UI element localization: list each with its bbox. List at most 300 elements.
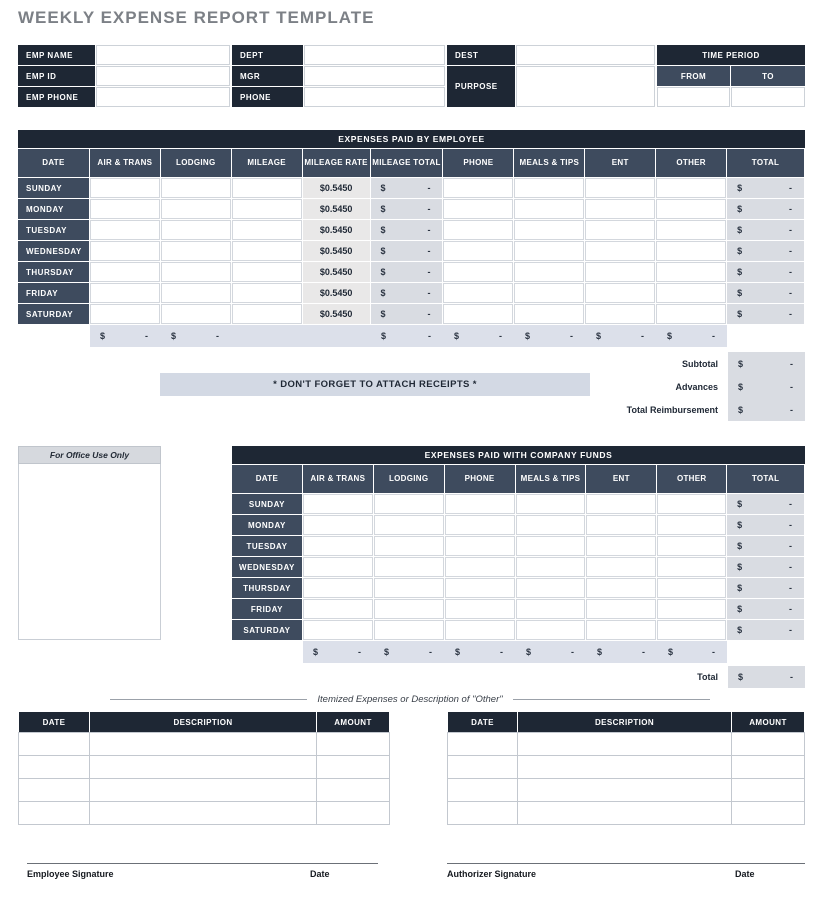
co-day-monday: MONDAY (232, 515, 302, 535)
co-col-ent: ENT (586, 465, 656, 493)
currency-symbol: $ (380, 183, 386, 193)
co-sunday-meals-tips[interactable] (516, 494, 586, 514)
item-left-row1-date[interactable] (19, 733, 89, 755)
empty-amount: - (788, 183, 792, 193)
emp-sunday-lodging[interactable] (161, 178, 231, 198)
empty-amount: - (427, 267, 431, 277)
emp-monday-meals-tips[interactable] (514, 199, 584, 219)
time-period-title: TIME PERIOD (657, 45, 805, 65)
currency-symbol: $ (171, 331, 177, 341)
empty-amount: - (642, 647, 645, 657)
emp-saturday-mileage-rate[interactable]: $0.5450 (303, 304, 370, 324)
co-wednesday-total (727, 557, 804, 577)
currency-symbol: $ (738, 672, 744, 682)
currency-symbol: $ (597, 647, 603, 657)
currency-symbol: $ (380, 309, 386, 319)
employee-table-body (18, 178, 805, 324)
currency-symbol: $ (381, 331, 387, 341)
co-day-wednesday: WEDNESDAY (232, 557, 302, 577)
co-saturday-other[interactable] (657, 620, 726, 640)
co-row-sunday (232, 494, 805, 514)
emp-tuesday-mileage-rate[interactable]: $0.5450 (303, 220, 370, 240)
co-sunday-air-trans[interactable] (303, 494, 373, 514)
employee-date-label: Date (310, 869, 330, 879)
currency-symbol: $ (737, 583, 743, 593)
co-wednesday-ent[interactable] (586, 557, 656, 577)
empty-amount: - (788, 267, 792, 277)
emp-day-friday: FRIDAY (18, 283, 89, 303)
co-saturday-ent[interactable] (586, 620, 656, 640)
emp-name-label: EMP NAME (18, 45, 95, 65)
emp-monday-phone[interactable] (443, 199, 513, 219)
company-table-totals-row (232, 641, 805, 663)
empty-amount: - (788, 225, 792, 235)
co-col-meals-tips: MEALS & TIPS (516, 465, 586, 493)
item-left-row3-amount[interactable] (317, 779, 389, 801)
emp-wednesday-phone[interactable] (443, 241, 513, 261)
item-right-row3-date[interactable] (448, 779, 517, 801)
emp-row-sunday (18, 178, 805, 198)
co-totals-lodging (374, 641, 444, 663)
item-right-row2-date[interactable] (448, 756, 517, 778)
emp-thursday-meals-tips[interactable] (514, 262, 584, 282)
co-col-phone: PHONE (445, 465, 515, 493)
emp-monday-mileage-rate[interactable]: $0.5450 (303, 199, 370, 219)
co-friday-total (727, 599, 804, 619)
empty-amount: - (427, 309, 431, 319)
emp-monday-air-trans[interactable] (90, 199, 160, 219)
emp-monday-mileage[interactable] (232, 199, 302, 219)
emp-friday-mileage-rate[interactable]: $0.5450 (303, 283, 370, 303)
emp-tuesday-lodging[interactable] (161, 220, 231, 240)
emp-wednesday-ent[interactable] (585, 241, 655, 261)
emp-row-wednesday (18, 241, 805, 261)
time-period-section (657, 45, 805, 108)
purpose-input[interactable] (516, 66, 655, 107)
authorizer-signature-block (447, 863, 805, 883)
emp-totals-air-trans (90, 325, 160, 347)
empty-amount: - (500, 647, 503, 657)
co-sunday-ent[interactable] (586, 494, 656, 514)
empty-amount: - (216, 331, 219, 341)
currency-symbol: $ (380, 246, 386, 256)
company-table-banner: EXPENSES PAID WITH COMPANY FUNDS (232, 446, 805, 464)
empty-amount: - (788, 562, 792, 572)
emp-friday-phone[interactable] (443, 283, 513, 303)
co-tuesday-other[interactable] (657, 536, 726, 556)
emp-tuesday-mileage[interactable] (232, 220, 302, 240)
empty-amount: - (429, 647, 432, 657)
item-right-col-date: DATE (448, 712, 517, 732)
emp-wednesday-meals-tips[interactable] (514, 241, 584, 261)
emp-saturday-meals-tips[interactable] (514, 304, 584, 324)
currency-symbol: $ (737, 204, 743, 214)
co-row-friday (232, 599, 805, 619)
item-left-row4-date[interactable] (19, 802, 89, 824)
co-thursday-other[interactable] (657, 578, 726, 598)
emp-tuesday-meals-tips[interactable] (514, 220, 584, 240)
itemized-table-right (447, 712, 805, 825)
emp-sunday-total (727, 178, 804, 198)
office-use-label: For Office Use Only (18, 446, 161, 464)
emp-wednesday-lodging[interactable] (161, 241, 231, 261)
emp-col-other: OTHER (656, 149, 726, 177)
currency-symbol: $ (100, 331, 106, 341)
item-right-row1-amount[interactable] (732, 733, 804, 755)
co-tuesday-meals-tips[interactable] (516, 536, 586, 556)
item-right-row3-amount[interactable] (732, 779, 804, 801)
emp-monday-other[interactable] (656, 199, 726, 219)
currency-symbol: $ (380, 288, 386, 298)
currency-symbol: $ (596, 331, 602, 341)
co-sunday-total (727, 494, 804, 514)
department-info-group (232, 45, 445, 108)
item-left-col-amount: AMOUNT (317, 712, 389, 732)
co-col-date: DATE (232, 465, 302, 493)
item-right-row4-amount[interactable] (732, 802, 804, 824)
trip-info-group (447, 45, 655, 108)
emp-saturday-total (727, 304, 804, 324)
emp-tuesday-air-trans[interactable] (90, 220, 160, 240)
co-sunday-lodging[interactable] (374, 494, 444, 514)
employee-signature-block (27, 863, 378, 883)
emp-col-mileage: MILEAGE (232, 149, 302, 177)
office-use-box (18, 446, 161, 640)
empty-amount: - (788, 288, 792, 298)
co-saturday-phone[interactable] (445, 620, 515, 640)
emp-monday-lodging[interactable] (161, 199, 231, 219)
co-totals-phone (445, 641, 515, 663)
emp-thursday-mileage-rate[interactable]: $0.5450 (303, 262, 370, 282)
co-friday-air-trans[interactable] (303, 599, 373, 619)
empty-amount: - (427, 204, 431, 214)
emp-friday-ent[interactable] (585, 283, 655, 303)
summary-value-advances (728, 375, 805, 398)
co-friday-lodging[interactable] (374, 599, 444, 619)
emp-row-saturday (18, 304, 805, 324)
dest-input[interactable] (516, 45, 655, 65)
summary-label-subtotal: Subtotal (682, 358, 718, 369)
emp-friday-other[interactable] (656, 283, 726, 303)
empty-amount: - (788, 246, 792, 256)
dept-input[interactable] (304, 45, 445, 65)
co-day-saturday: SATURDAY (232, 620, 302, 640)
co-thursday-phone[interactable] (445, 578, 515, 598)
to-input[interactable] (731, 87, 805, 107)
empty-amount: - (790, 404, 793, 415)
emp-phone-input[interactable] (96, 87, 230, 107)
employee-expenses-table (18, 130, 805, 347)
itemized-right-header-row (447, 712, 805, 732)
co-tuesday-air-trans[interactable] (303, 536, 373, 556)
itemized-left-header-row (18, 712, 390, 732)
co-totals-ent (587, 641, 657, 663)
emp-friday-lodging[interactable] (161, 283, 231, 303)
itemized-separator-label: Itemized Expenses or Description of "Other" (317, 694, 503, 705)
co-monday-other[interactable] (657, 515, 726, 535)
emp-saturday-air-trans[interactable] (90, 304, 160, 324)
co-wednesday-air-trans[interactable] (303, 557, 373, 577)
empty-amount: - (712, 331, 715, 341)
emp-friday-air-trans[interactable] (90, 283, 160, 303)
currency-symbol: $ (737, 625, 743, 635)
emp-tuesday-ent[interactable] (585, 220, 655, 240)
currency-symbol: $ (738, 358, 744, 369)
item-right-row3-description[interactable] (518, 779, 731, 801)
co-friday-ent[interactable] (586, 599, 656, 619)
empty-amount: - (499, 331, 502, 341)
item-right-row1-date[interactable] (448, 733, 517, 755)
emp-monday-mileage-total (371, 199, 443, 219)
emp-totals-ent (586, 325, 656, 347)
co-totals-other (658, 641, 727, 663)
emp-day-tuesday: TUESDAY (18, 220, 89, 240)
co-wednesday-meals-tips[interactable] (516, 557, 586, 577)
emp-totals-spacer (18, 325, 90, 347)
currency-symbol: $ (737, 225, 743, 235)
emp-totals-band (90, 325, 727, 347)
item-left-row1-amount[interactable] (317, 733, 389, 755)
co-tuesday-phone[interactable] (445, 536, 515, 556)
empty-amount: - (788, 625, 792, 635)
emp-thursday-ent[interactable] (585, 262, 655, 282)
separator-line (513, 699, 710, 700)
co-sunday-phone[interactable] (445, 494, 515, 514)
to-header: TO (731, 66, 805, 86)
phone-input[interactable] (304, 87, 445, 107)
co-monday-air-trans[interactable] (303, 515, 373, 535)
co-day-sunday: SUNDAY (232, 494, 302, 514)
co-wednesday-other[interactable] (657, 557, 726, 577)
emp-row-friday (18, 283, 805, 303)
emp-friday-mileage[interactable] (232, 283, 302, 303)
currency-symbol: $ (737, 562, 743, 572)
emp-wednesday-mileage-rate[interactable]: $0.5450 (303, 241, 370, 261)
emp-totals-lodging (161, 325, 231, 347)
co-row-monday (232, 515, 805, 535)
emp-saturday-other[interactable] (656, 304, 726, 324)
office-use-area[interactable] (18, 464, 161, 640)
co-totals-air-trans (303, 641, 373, 663)
item-right-row2-amount[interactable] (732, 756, 804, 778)
co-col-lodging: LODGING (374, 465, 444, 493)
emp-friday-mileage-total (371, 283, 443, 303)
item-left-row3-date[interactable] (19, 779, 89, 801)
emp-friday-meals-tips[interactable] (514, 283, 584, 303)
emp-monday-ent[interactable] (585, 199, 655, 219)
item-right-row2-description[interactable] (518, 756, 731, 778)
emp-saturday-mileage-total (371, 304, 443, 324)
co-sunday-other[interactable] (657, 494, 726, 514)
item-left-row4-description[interactable] (90, 802, 316, 824)
emp-name-input[interactable] (96, 45, 230, 65)
emp-thursday-lodging[interactable] (161, 262, 231, 282)
co-totals-spacer (232, 641, 303, 663)
co-saturday-air-trans[interactable] (303, 620, 373, 640)
currency-symbol: $ (380, 267, 386, 277)
emp-wednesday-air-trans[interactable] (90, 241, 160, 261)
emp-sunday-mileage[interactable] (232, 178, 302, 198)
emp-saturday-mileage[interactable] (232, 304, 302, 324)
emp-sunday-mileage-rate[interactable]: $0.5450 (303, 178, 370, 198)
item-left-row2-description[interactable] (90, 756, 316, 778)
co-monday-meals-tips[interactable] (516, 515, 586, 535)
emp-wednesday-mileage[interactable] (232, 241, 302, 261)
item-left-row2-amount[interactable] (317, 756, 389, 778)
mgr-input[interactable] (304, 66, 445, 86)
emp-wednesday-total (727, 241, 804, 261)
emp-col-air-trans: AIR & TRANS (90, 149, 160, 177)
emp-id-input[interactable] (96, 66, 230, 86)
empty-amount: - (788, 583, 792, 593)
emp-col-mileage-total: MILEAGE TOTAL (371, 149, 443, 177)
empty-amount: - (641, 331, 644, 341)
page-title: WEEKLY EXPENSE REPORT TEMPLATE (18, 8, 375, 27)
emp-thursday-other[interactable] (656, 262, 726, 282)
dest-label: DEST (447, 45, 515, 65)
emp-sunday-meals-tips[interactable] (514, 178, 584, 198)
company-table-body (232, 494, 805, 640)
empty-amount: - (790, 381, 793, 392)
empty-amount: - (427, 288, 431, 298)
item-left-col-date: DATE (19, 712, 89, 732)
empty-amount: - (145, 331, 148, 341)
co-monday-phone[interactable] (445, 515, 515, 535)
co-wednesday-phone[interactable] (445, 557, 515, 577)
emp-totals-mileage-total (371, 325, 443, 347)
co-day-friday: FRIDAY (232, 599, 302, 619)
co-saturday-total (727, 620, 804, 640)
emp-row-monday (18, 199, 805, 219)
emp-thursday-mileage[interactable] (232, 262, 302, 282)
item-left-row3-description[interactable] (90, 779, 316, 801)
co-wednesday-lodging[interactable] (374, 557, 444, 577)
emp-row-thursday (18, 262, 805, 282)
co-row-thursday (232, 578, 805, 598)
co-monday-ent[interactable] (586, 515, 656, 535)
currency-symbol: $ (737, 499, 743, 509)
co-saturday-lodging[interactable] (374, 620, 444, 640)
item-left-row1-description[interactable] (90, 733, 316, 755)
company-total-label: Total (697, 672, 718, 682)
emp-tuesday-phone[interactable] (443, 220, 513, 240)
receipts-banner: * DON'T FORGET TO ATTACH RECEIPTS * (160, 373, 590, 396)
item-right-row4-description[interactable] (518, 802, 731, 824)
emp-wednesday-other[interactable] (656, 241, 726, 261)
emp-thursday-total (727, 262, 804, 282)
co-thursday-meals-tips[interactable] (516, 578, 586, 598)
item-right-row4-date[interactable] (448, 802, 517, 824)
empty-amount: - (788, 499, 792, 509)
emp-day-wednesday: WEDNESDAY (18, 241, 89, 261)
emp-col-phone: PHONE (443, 149, 513, 177)
currency-symbol: $ (737, 604, 743, 614)
mgr-label: MGR (232, 66, 303, 86)
emp-thursday-air-trans[interactable] (90, 262, 160, 282)
emp-sunday-ent[interactable] (585, 178, 655, 198)
itemized-left-grid (18, 732, 390, 825)
employee-signature-label: Employee Signature (27, 869, 114, 879)
emp-saturday-lodging[interactable] (161, 304, 231, 324)
co-thursday-lodging[interactable] (374, 578, 444, 598)
from-input[interactable] (657, 87, 730, 107)
emp-totals-meals-tips (515, 325, 585, 347)
emp-day-saturday: SATURDAY (18, 304, 89, 324)
purpose-label: PURPOSE (447, 66, 515, 107)
employee-info-header (18, 45, 805, 108)
currency-symbol: $ (738, 381, 744, 392)
summary-label-advances: Advances (675, 381, 718, 392)
item-left-row2-date[interactable] (19, 756, 89, 778)
co-tuesday-lodging[interactable] (374, 536, 444, 556)
co-col-air-trans: AIR & TRANS (303, 465, 373, 493)
emp-day-thursday: THURSDAY (18, 262, 89, 282)
summary-value-total-reimbursement (728, 398, 805, 421)
currency-symbol: $ (737, 541, 743, 551)
co-monday-lodging[interactable] (374, 515, 444, 535)
phone-label: PHONE (232, 87, 303, 107)
emp-sunday-other[interactable] (656, 178, 726, 198)
currency-symbol: $ (737, 288, 743, 298)
co-friday-phone[interactable] (445, 599, 515, 619)
company-expenses-table (232, 446, 805, 688)
co-day-tuesday: TUESDAY (232, 536, 302, 556)
co-thursday-ent[interactable] (586, 578, 656, 598)
authorizer-date-label: Date (735, 869, 755, 879)
emp-col-mileage-rate: MILEAGE RATE (303, 149, 370, 177)
co-tuesday-ent[interactable] (586, 536, 656, 556)
currency-symbol: $ (380, 204, 386, 214)
currency-symbol: $ (667, 331, 673, 341)
empty-amount: - (790, 358, 793, 369)
empty-amount: - (788, 309, 792, 319)
emp-day-sunday: SUNDAY (18, 178, 89, 198)
co-friday-meals-tips[interactable] (516, 599, 586, 619)
summary-row-subtotal (18, 352, 805, 375)
authorizer-signature-label: Authorizer Signature (447, 869, 537, 879)
item-right-row1-description[interactable] (518, 733, 731, 755)
emp-col-total: TOTAL (727, 149, 804, 177)
emp-col-date: DATE (18, 149, 89, 177)
co-monday-total (727, 515, 804, 535)
co-saturday-meals-tips[interactable] (516, 620, 586, 640)
emp-sunday-air-trans[interactable] (90, 178, 160, 198)
co-thursday-total (727, 578, 804, 598)
emp-saturday-ent[interactable] (585, 304, 655, 324)
emp-sunday-phone[interactable] (443, 178, 513, 198)
co-col-total: TOTAL (727, 465, 804, 493)
co-totals-meals-tips (516, 641, 586, 663)
currency-symbol: $ (455, 647, 461, 657)
co-totals-band (303, 641, 727, 663)
emp-saturday-phone[interactable] (443, 304, 513, 324)
summary-value-subtotal (728, 352, 805, 375)
emp-thursday-phone[interactable] (443, 262, 513, 282)
dept-label: DEPT (232, 45, 303, 65)
emp-tuesday-other[interactable] (656, 220, 726, 240)
item-left-col-description: DESCRIPTION (90, 712, 316, 732)
currency-symbol: $ (313, 647, 319, 657)
co-friday-other[interactable] (657, 599, 726, 619)
item-left-row4-amount[interactable] (317, 802, 389, 824)
emp-id-label: EMP ID (18, 66, 95, 86)
co-tuesday-total (727, 536, 804, 556)
emp-row-tuesday (18, 220, 805, 240)
co-thursday-air-trans[interactable] (303, 578, 373, 598)
emp-totals-other (657, 325, 727, 347)
company-table-header-row (232, 465, 805, 493)
emp-sunday-mileage-total (371, 178, 443, 198)
